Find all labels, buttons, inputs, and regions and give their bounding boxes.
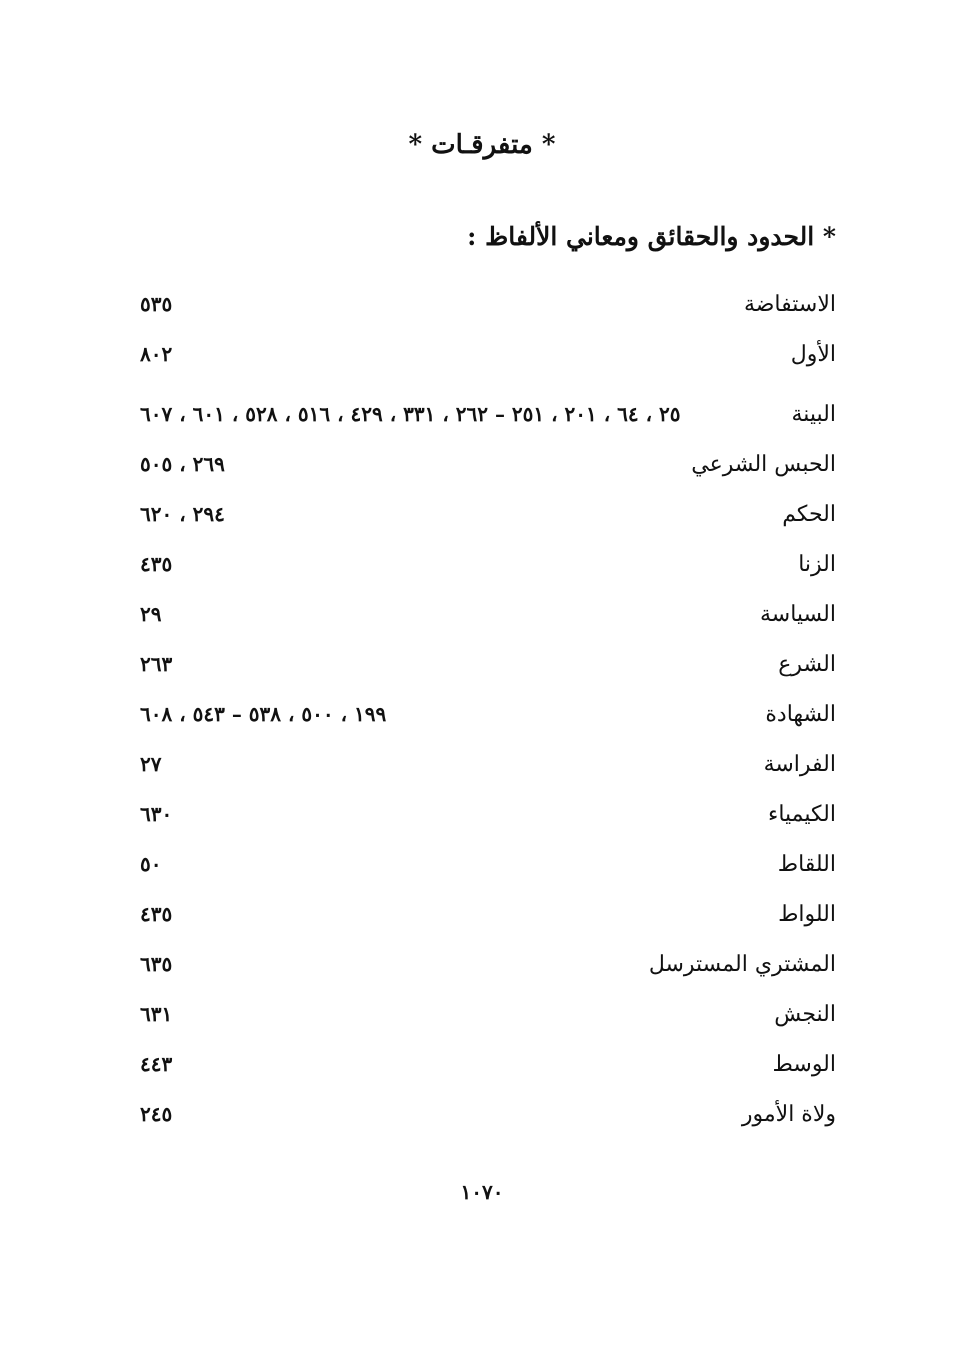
index-term: الشرع [778,652,836,677]
index-pages: ٥٠ [140,852,162,876]
index-pages: ٤٣٥ [140,552,173,576]
page-number: ١٠٧٠ [460,1180,504,1204]
index-entry [128,342,836,382]
index-entry [128,852,836,892]
index-term: الزنا [798,552,836,577]
index-term: اللواط [778,902,836,927]
index-entry [128,552,836,592]
index-entry [128,1052,836,1092]
index-pages: ٤٤٣ [140,1052,173,1076]
index-entry [128,802,836,842]
index-term: الشهادة [765,702,836,727]
index-entry [128,1002,836,1042]
index-pages: ١٩٩ ، ٥٠٠ ، ٥٣٨ – ٥٤٣ ، ٦٠٨ [140,702,387,726]
index-pages: ٢٥ ، ٦٤ ، ٢٠١ ، ٢٥١ – ٢٦٢ ، ٣٣١ ، ٤٢٩ ، ٥١٦ ، ٥٢٨ ، ٦٠١ ، ٦٠٧ [140,402,681,426]
index-pages: ٥٣٥ [140,292,173,316]
index-term: الحبس الشرعي [691,452,836,477]
index-entry [128,602,836,642]
index-term: النجش [774,1002,836,1027]
index-entry [128,752,836,792]
index-entry [128,652,836,692]
index-term: الفراسة [763,752,836,777]
index-term: الأول [790,342,836,367]
index-entry [128,1102,836,1142]
page-title: * متفرقـات * [408,130,556,160]
index-entry [128,292,836,332]
index-pages: ٢٩٤ ، ٦٢٠ [140,502,225,526]
index-entry [128,502,836,542]
index-pages: ٨٠٢ [140,342,173,366]
section-heading: * الحدود والحقائق ومعاني الألفاظ : [467,222,836,251]
index-pages: ٢٦٩ ، ٥٠٥ [140,452,225,476]
index-pages: ٢٧ [140,752,162,776]
index-term: المشتري المسترسل [648,952,836,977]
index-term: الوسط [772,1052,836,1077]
index-term: البينة [791,402,836,427]
index-pages: ٢٩ [140,602,162,626]
index-pages: ٦٣١ [140,1002,173,1026]
index-entry [128,702,836,742]
index-pages: ٢٤٥ [140,1102,173,1126]
index-term: السياسة [759,602,836,627]
index-entry [128,952,836,992]
index-pages: ٦٣٥ [140,952,173,976]
index-term: ولاة الأمور [741,1102,836,1127]
index-term: اللقاط [777,852,836,877]
index-term: الكيمياء [767,802,836,827]
index-term: الاستفاضة [743,292,836,317]
index-pages: ٤٣٥ [140,902,173,926]
index-entry [128,902,836,942]
index-entry [128,452,836,492]
index-entry [128,402,836,442]
index-term: الحكم [782,502,836,527]
index-pages: ٢٦٣ [140,652,173,676]
index-pages: ٦٣٠ [140,802,173,826]
